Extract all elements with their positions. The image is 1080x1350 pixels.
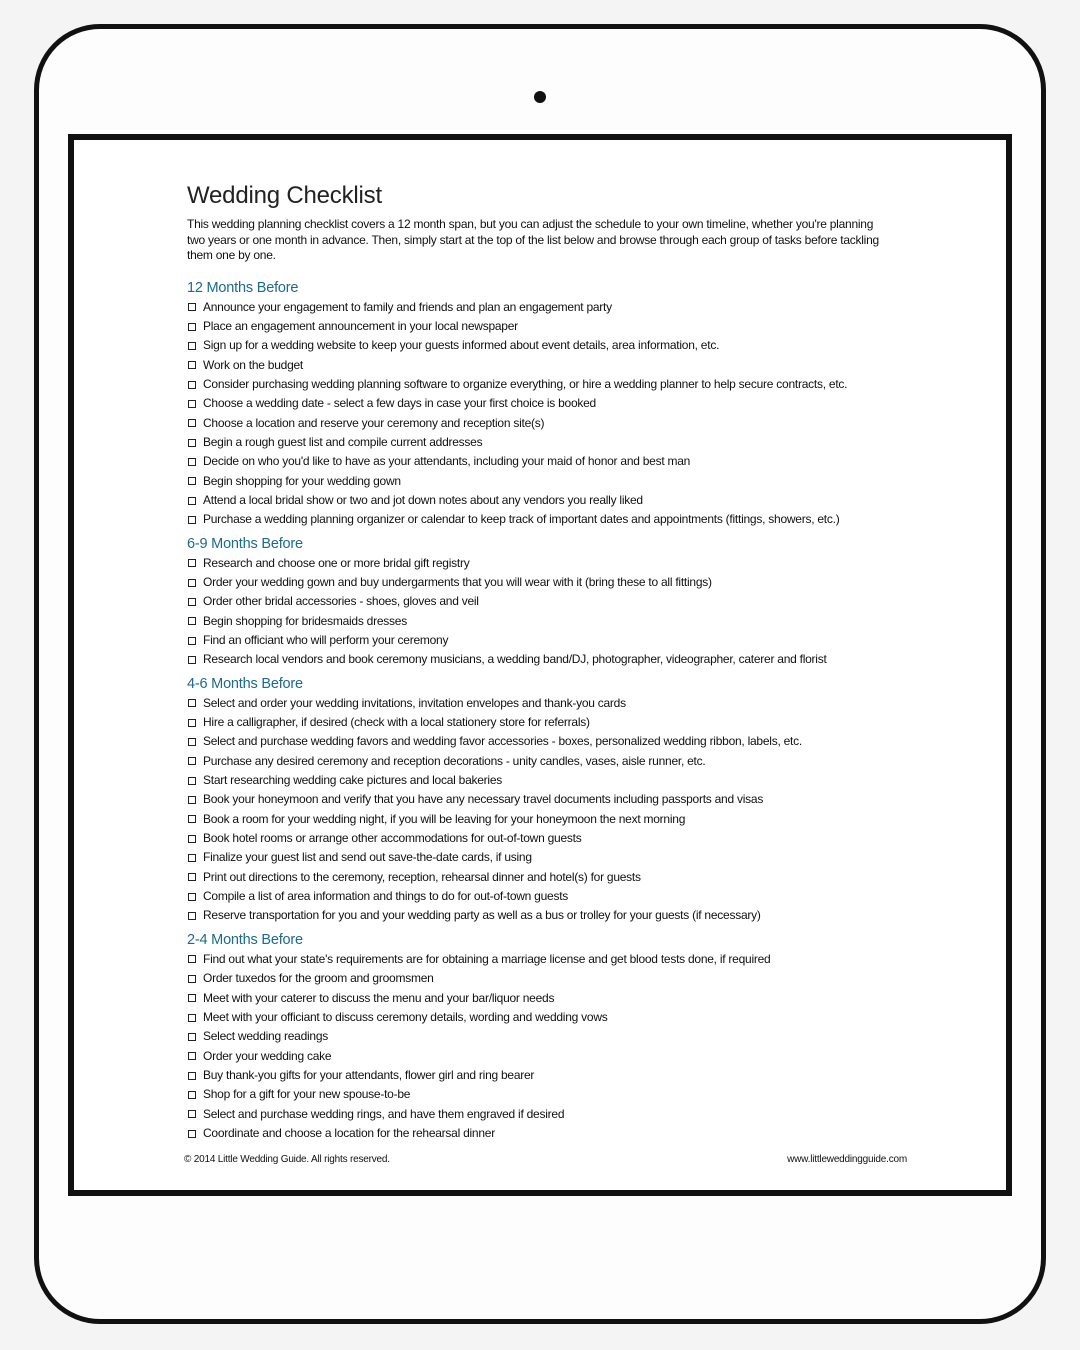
checkbox-icon[interactable] (188, 815, 196, 823)
checklist-items (187, 554, 907, 670)
checkbox-icon[interactable] (188, 617, 196, 625)
checkbox-icon[interactable] (188, 835, 196, 843)
item-text: Order other bridal accessories - shoes, gloves and veil (203, 594, 479, 609)
item-text: Purchase any desired ceremony and reception decorations - unity candles, vases, aisle runner, etc. (203, 753, 706, 768)
document-title: Wedding Checklist (187, 182, 382, 209)
checklist-item[interactable] (187, 848, 907, 867)
item-text: Compile a list of area information and things to do for out-of-town guests (203, 889, 569, 904)
checkbox-icon[interactable] (188, 637, 196, 645)
item-text: Choose a location and reserve your ceremony and reception site(s) (203, 415, 545, 430)
checkbox-icon[interactable] (188, 400, 196, 408)
checklist-item[interactable] (187, 336, 907, 355)
checklist-item[interactable] (187, 1008, 907, 1027)
item-text: Order your wedding gown and buy undergarments that you will wear with it (bring these to all fittings) (203, 574, 712, 589)
front-camera-icon (534, 91, 546, 103)
checkbox-icon[interactable] (188, 656, 196, 664)
checkbox-icon[interactable] (188, 1110, 196, 1118)
checklist-item[interactable] (187, 394, 907, 413)
checkbox-icon[interactable] (188, 598, 196, 606)
item-text: Shop for a gift for your new spouse-to-be (203, 1087, 411, 1102)
checklist-item[interactable] (187, 771, 907, 790)
item-text: Work on the budget (203, 357, 304, 372)
checklist-items (187, 950, 907, 1143)
checkbox-icon[interactable] (188, 719, 196, 727)
item-text: Sign up for a wedding website to keep your guests informed about event details, area information, etc. (203, 338, 720, 353)
checkbox-icon[interactable] (188, 1014, 196, 1022)
checkbox-icon[interactable] (188, 699, 196, 707)
item-text: Find out what your state's requirements are for obtaining a marriage license and get blood tests done, if required (203, 951, 771, 966)
checkbox-icon[interactable] (188, 381, 196, 389)
checkbox-icon[interactable] (188, 516, 196, 524)
checklist-item[interactable] (187, 1085, 907, 1104)
item-text: Purchase a wedding planning organizer or calendar to keep track of important dates and appointments (fittings, showers, etc.) (203, 512, 840, 527)
checklist-item[interactable] (187, 1027, 907, 1046)
checkbox-icon[interactable] (188, 579, 196, 587)
item-text: Begin shopping for your wedding gown (203, 473, 401, 488)
item-text: Book your honeymoon and verify that you have any necessary travel documents including passports and visas (203, 792, 764, 807)
checklist-items (187, 694, 907, 926)
item-text: Announce your engagement to family and friends and plan an engagement party (203, 299, 612, 314)
item-text: Research and choose one or more bridal gift registry (203, 555, 470, 570)
item-text: Consider purchasing wedding planning software to organize everything, or hire a wedding planner to help secure contracts, etc. (203, 376, 848, 391)
intro-paragraph: This wedding planning checklist covers a 12 month span, but you can adjust the schedule to your own timeline, whether you're planning two years or one month in advance. Then, simply start at the top of the list below and browse through each group of tasks before tackling them one by one. (187, 217, 879, 262)
checklist-item[interactable] (187, 375, 907, 394)
checkbox-icon[interactable] (188, 419, 196, 427)
item-text: Book hotel rooms or arrange other accommodations for out-of-town guests (203, 831, 582, 846)
section-12-months (187, 278, 907, 530)
checkbox-icon[interactable] (188, 477, 196, 485)
item-text: Select and purchase wedding favors and wedding favor accessories - boxes, personalized wedding ribbon, labels, etc. (203, 734, 802, 749)
item-text: Begin shopping for bridesmaids dresses (203, 613, 407, 628)
checklist-item[interactable] (187, 1124, 907, 1143)
item-text: Order tuxedos for the groom and groomsmen (203, 971, 434, 986)
checklist-item[interactable] (187, 433, 907, 452)
checklist-item[interactable] (187, 969, 907, 988)
checklist-item[interactable] (187, 491, 907, 510)
checkbox-icon[interactable] (188, 912, 196, 920)
checklist-item[interactable] (187, 317, 907, 336)
checkbox-icon[interactable] (188, 342, 196, 350)
item-text: Find an officiant who will perform your ceremony (203, 633, 449, 647)
checkbox-icon[interactable] (188, 738, 196, 746)
checklist-item[interactable] (187, 989, 907, 1008)
item-text: Select wedding readings (203, 1029, 329, 1044)
section-title: 6-9 Months Before (187, 535, 303, 552)
checkbox-icon[interactable] (188, 1052, 196, 1060)
checklist-item[interactable] (187, 472, 907, 491)
item-text: Order your wedding cake (203, 1048, 332, 1063)
section-title: 2-4 Months Before (187, 931, 303, 948)
checklist-item[interactable] (187, 452, 907, 471)
checkbox-icon[interactable] (188, 361, 196, 369)
checklist-item[interactable] (187, 631, 907, 650)
item-text: Decide on who you'd like to have as your attendants, including your maid of honor and best man (203, 454, 691, 469)
checkbox-icon[interactable] (188, 439, 196, 447)
checkbox-icon[interactable] (188, 777, 196, 785)
checklist-item[interactable] (187, 752, 907, 771)
item-text: Start researching wedding cake pictures and local bakeries (203, 773, 503, 788)
copyright-text: © 2014 Little Wedding Guide. All rights reserved. (184, 1154, 390, 1165)
section-4-6-months (187, 674, 907, 926)
checklist-item[interactable] (187, 694, 907, 713)
tablet-screen (68, 134, 1012, 1196)
checklist-item[interactable] (187, 1047, 907, 1066)
checklist-item[interactable] (187, 298, 907, 317)
checkbox-icon[interactable] (188, 323, 196, 331)
item-text: Choose a wedding date - select a few days in case your first choice is booked (203, 396, 596, 411)
checklist-item[interactable] (187, 887, 907, 906)
checklist-item[interactable] (187, 1066, 907, 1085)
section-title: 12 Months Before (187, 279, 299, 296)
item-text: Place an engagement announcement in your local newspaper (203, 318, 518, 333)
checkbox-icon[interactable] (188, 1091, 196, 1099)
checklist-item[interactable] (187, 510, 907, 529)
checklist-item[interactable] (187, 1105, 907, 1124)
checklist-document (187, 182, 907, 1143)
checklist-item[interactable] (187, 414, 907, 433)
item-text: Meet with your officiant to discuss ceremony details, wording and wedding vows (203, 1009, 608, 1024)
item-text: Research local vendors and book ceremony musicians, a wedding band/DJ, photographer, videographer, caterer and florist (203, 652, 827, 667)
section-title: 4-6 Months Before (187, 675, 303, 692)
checklist-item[interactable] (187, 356, 907, 375)
item-text: Select and order your wedding invitations, invitation envelopes and thank-you cards (203, 695, 626, 710)
checklist-item[interactable] (187, 592, 907, 611)
checklist-item[interactable] (187, 810, 907, 829)
checkbox-icon[interactable] (188, 796, 196, 804)
item-text: Reserve transportation for you and your wedding party as well as a bus or trolley for your guests (if necessary) (203, 908, 761, 923)
item-text: Finalize your guest list and send out save-the-date cards, if using (203, 850, 532, 865)
document-footer (184, 1154, 907, 1165)
checkbox-icon[interactable] (188, 893, 196, 901)
checklist-item[interactable] (187, 790, 907, 809)
checkbox-icon[interactable] (188, 1072, 196, 1080)
item-text: Meet with your caterer to discuss the menu and your bar/liquor needs (203, 990, 555, 1005)
checklist-item[interactable] (187, 650, 907, 669)
checklist-item[interactable] (187, 713, 907, 732)
item-text: Begin a rough guest list and compile current addresses (203, 434, 483, 449)
checklist-item[interactable] (187, 573, 907, 592)
item-text: Buy thank-you gifts for your attendants, flower girl and ring bearer (203, 1067, 535, 1082)
checklist-items (187, 298, 907, 530)
checkbox-icon[interactable] (188, 497, 196, 505)
checklist-item[interactable] (187, 554, 907, 573)
item-text: Attend a local bridal show or two and jot down notes about any vendors you really liked (203, 492, 643, 507)
section-2-4-months (187, 930, 907, 1143)
checkbox-icon[interactable] (188, 955, 196, 963)
checklist-item[interactable] (187, 868, 907, 887)
item-text: Book a room for your wedding night, if you will be leaving for your honeymoon the next morning (203, 811, 686, 826)
checkbox-icon[interactable] (188, 1130, 196, 1138)
checklist-item[interactable] (187, 732, 907, 751)
checkbox-icon[interactable] (188, 1033, 196, 1041)
item-text: Select and purchase wedding rings, and have them engraved if desired (203, 1106, 565, 1121)
item-text: Print out directions to the ceremony, reception, rehearsal dinner and hotel(s) for guests (203, 869, 641, 884)
checkbox-icon[interactable] (188, 757, 196, 765)
checklist-item[interactable] (187, 950, 907, 969)
checklist-item[interactable] (187, 829, 907, 848)
checkbox-icon[interactable] (188, 303, 196, 311)
item-text: Hire a calligrapher, if desired (check with a local stationery store for referrals) (203, 715, 590, 730)
checkbox-icon[interactable] (188, 975, 196, 983)
section-6-9-months (187, 534, 907, 670)
checkbox-icon[interactable] (188, 994, 196, 1002)
checklist-item[interactable] (187, 906, 907, 925)
item-text: Coordinate and choose a location for the rehearsal dinner (203, 1125, 495, 1140)
checkbox-icon[interactable] (188, 458, 196, 466)
checkbox-icon[interactable] (188, 873, 196, 881)
checkbox-icon[interactable] (188, 854, 196, 862)
checkbox-icon[interactable] (188, 559, 196, 567)
website-url: www.littleweddingguide.com (787, 1154, 907, 1165)
checklist-item[interactable] (187, 612, 907, 631)
